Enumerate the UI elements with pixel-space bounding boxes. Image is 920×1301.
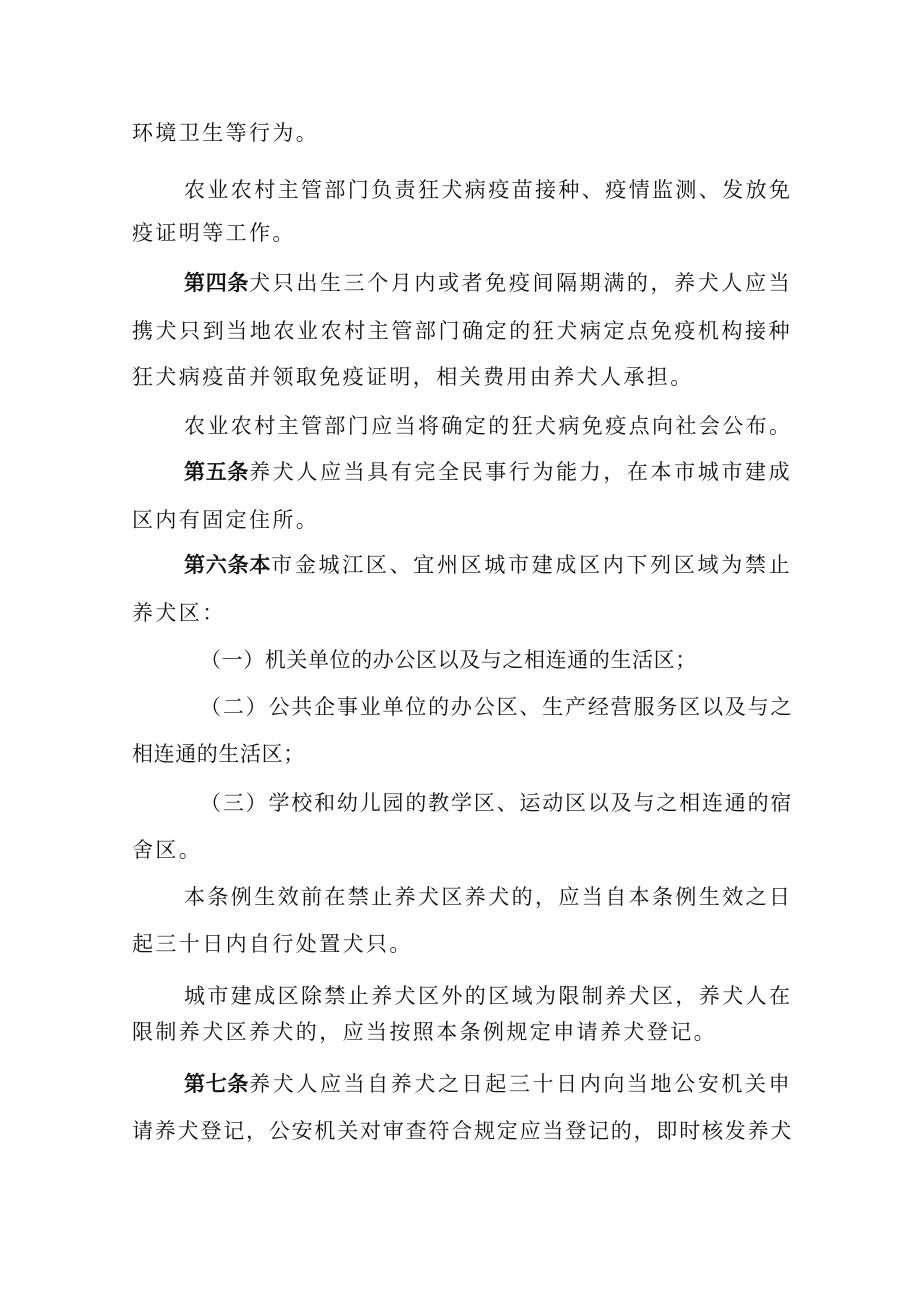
line-text: 市金城江区、宜州区城市建成区内下列区域为禁止 bbox=[271, 553, 792, 577]
text-line bbox=[132, 1111, 792, 1151]
line-text: 养犬人应当具有完全民事行为能力，在本市城市建成 bbox=[249, 460, 792, 484]
line-text: 相连通的生活区； bbox=[132, 742, 305, 766]
text-line bbox=[184, 976, 792, 1016]
line-text: （三）学校和幼儿园的教学区、运动区以及与之相连通的宿 bbox=[200, 791, 792, 815]
line-text: 起三十日内自行处置犬只。 bbox=[132, 932, 413, 956]
line-text: 携犬只到当地农业农村主管部门确定的狂犬病定点免疫机构接种 bbox=[132, 319, 792, 343]
line-text: （二）公共企事业单位的办公区、生产经营服务区以及与之 bbox=[200, 695, 792, 719]
article-7-line bbox=[184, 1064, 792, 1104]
line-text: 农业农村主管部门应当将确定的狂犬病免疫点向社会公布。 bbox=[184, 414, 793, 438]
line-text: 本条例生效前在禁止养犬区养犬的，应当自本条例生效之日 bbox=[184, 885, 793, 909]
line-text: 犬只出生三个月内或者免疫间隔期满的，养犬人应当 bbox=[249, 271, 792, 295]
article-heading: 第六条本 bbox=[184, 553, 272, 577]
article-4-line bbox=[184, 263, 792, 303]
text-line bbox=[184, 877, 792, 917]
list-item-line bbox=[200, 783, 792, 823]
text-line bbox=[132, 311, 792, 351]
article-5-line bbox=[184, 452, 792, 492]
text-line bbox=[132, 113, 792, 153]
line-text: 区内有固定住所。 bbox=[132, 508, 320, 532]
line-text: 舍区。 bbox=[132, 838, 203, 862]
text-line bbox=[184, 170, 792, 210]
text-line bbox=[132, 734, 792, 774]
text-line bbox=[132, 1012, 792, 1052]
text-line bbox=[132, 500, 792, 540]
line-text: 养犬区： bbox=[132, 601, 226, 625]
text-line bbox=[184, 406, 792, 446]
article-6-line bbox=[184, 545, 792, 585]
line-text: 请养犬登记，公安机关对审查符合规定应当登记的，即时核发养犬 bbox=[132, 1119, 792, 1143]
list-item-line bbox=[200, 640, 792, 680]
text-line bbox=[132, 924, 792, 964]
line-text: 疫证明等工作。 bbox=[132, 221, 296, 245]
line-text: 狂犬病疫苗并领取免疫证明，相关费用由养犬人承担。 bbox=[132, 365, 694, 389]
line-text: 养犬人应当自养犬之日起三十日内向当地公安机关申 bbox=[249, 1072, 792, 1096]
line-text: 城市建成区除禁止养犬区外的区域为限制养犬区，养犬人在 bbox=[184, 984, 793, 1008]
article-heading: 第五条 bbox=[184, 460, 250, 484]
article-heading: 第四条 bbox=[184, 271, 250, 295]
article-heading: 第七条 bbox=[184, 1072, 250, 1096]
line-text: 农业农村主管部门负责狂犬病疫苗接种、疫情监测、发放免 bbox=[184, 178, 793, 202]
text-line bbox=[132, 830, 792, 870]
line-text: （一）机关单位的办公区以及与之相连通的生活区； bbox=[200, 648, 697, 672]
line-text: 限制养犬区养犬的，应当按照本条例规定申请养犬登记。 bbox=[132, 1020, 717, 1044]
text-line bbox=[132, 213, 792, 253]
text-line bbox=[132, 593, 792, 633]
list-item-line bbox=[200, 687, 792, 727]
text-line bbox=[132, 357, 792, 397]
line-text: 环境卫生等行为。 bbox=[132, 121, 320, 145]
